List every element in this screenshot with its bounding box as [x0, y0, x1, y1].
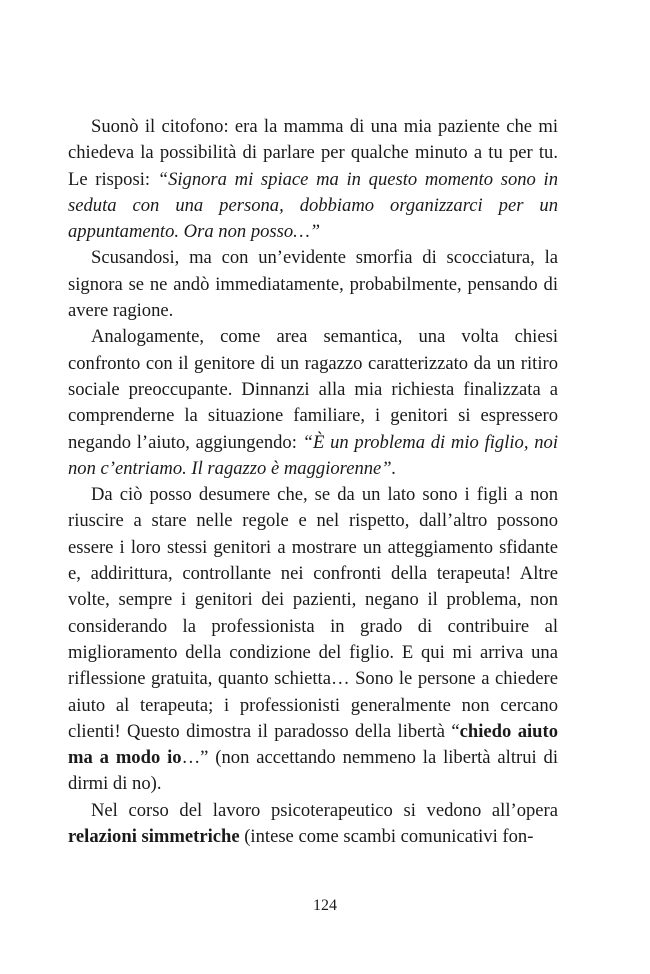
paragraph-1 [68, 114, 558, 245]
page-body [68, 114, 558, 850]
paragraph-2 [68, 245, 558, 324]
paragraph-1-text: Suonò il citofono: era la mamma di una mia paziente che mi chiedeva la possibilità di parlare per qualche minuto a tu per tu. Le risposi: [68, 116, 558, 190]
paragraph-4-text-end: …” (non accettando nemmeno la libertà altrui di dirmi di no). [68, 747, 558, 795]
paragraph-3 [68, 324, 558, 482]
paragraph-5-bold: relazioni simmetriche [68, 826, 240, 848]
paragraph-3-text: Analogamente, come area semantica, una volta chiesi confronto con il genitore di un ragazzo caratterizzato da un ritiro sociale preoccupante. Dinnanzi alla mia richiesta finalizzata a comprenderne la situazione familiare, i genitori si espressero negando l’aiuto, aggiungendo: [68, 326, 558, 453]
paragraph-3-quote: “È un problema di mio figlio, noi non c’entriamo. Il ragazzo è maggiorenne”. [68, 431, 558, 479]
paragraph-1-quote: “Signora mi spiace ma in questo momento sono in seduta con una persona, dobbiamo organizzarci per un appuntamento. Ora non posso…” [68, 168, 558, 243]
paragraph-5-text: Nel corso del lavoro psicoterapeutico si vedono all’opera [91, 799, 558, 821]
paragraph-5 [68, 798, 558, 851]
paragraph-4-text: Da ciò posso desumere che, se da un lato sono i figli a non riuscire a stare nelle regole e nel rispetto, dall’altro possono essere i loro stessi genitori a mostrare un atteggiamento sfidante e, addirittura, controllante nei confronti della terapeuta! Altre volte, sempre i genitori dei pazienti, negano il problema, non considerando la professionista in grado di contribuire al miglioramento della condizione del figlio. E qui mi arriva una riflessione gratuita, quanto schietta… Sono le persone a chiedere aiuto al terapeuta; i professionisti generalmente non cercano clienti! Questo dimostra il paradosso della libertà “ [68, 484, 558, 742]
paragraph-2-text: Scusandosi, ma con un’evidente smorfia di scocciatura, la signora se ne andò immediatamente, probabilmente, pensando di avere ragione. [68, 247, 558, 322]
paragraph-4 [68, 482, 558, 798]
paragraph-5-text-end: (intese come scambi comunicativi fon- [239, 826, 534, 848]
paragraph-4-bold: chiedo aiuto ma a modo io [68, 720, 558, 769]
page-number: 124 [313, 897, 337, 914]
